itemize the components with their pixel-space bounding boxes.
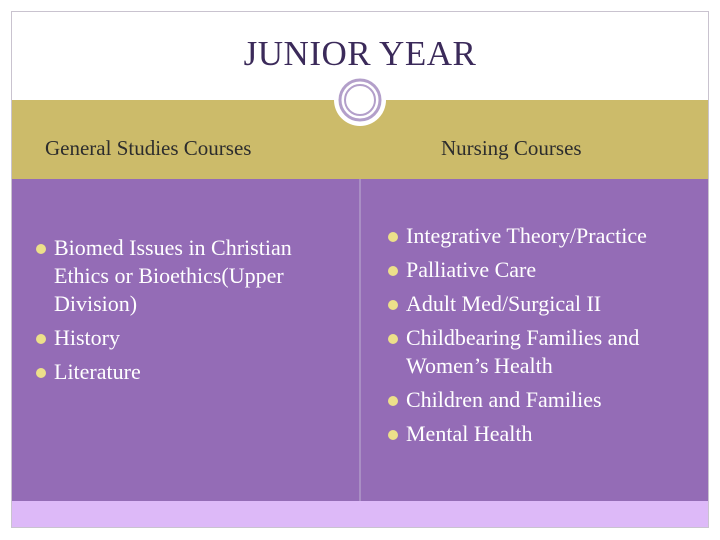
column-header-general-studies: General Studies Courses bbox=[45, 136, 252, 160]
round-bullet-icon bbox=[388, 266, 398, 276]
list-item bbox=[384, 420, 702, 448]
column-divider bbox=[359, 179, 361, 501]
list-item bbox=[32, 234, 352, 318]
round-bullet-icon bbox=[36, 244, 46, 254]
list-item-label: Literature bbox=[54, 359, 141, 384]
list-item bbox=[32, 358, 352, 386]
list-item-label: Adult Med/Surgical II bbox=[406, 291, 602, 316]
round-bullet-icon bbox=[388, 232, 398, 242]
list-item-label: Integrative Theory/Practice bbox=[406, 223, 647, 248]
general-studies-list bbox=[32, 234, 352, 392]
round-bullet-icon bbox=[36, 334, 46, 344]
list-item-label: Palliative Care bbox=[406, 257, 537, 282]
list-item bbox=[384, 324, 702, 380]
list-item bbox=[384, 386, 702, 414]
round-bullet-icon bbox=[388, 430, 398, 440]
round-bullet-icon bbox=[388, 300, 398, 310]
list-item bbox=[384, 290, 702, 318]
list-item-label: History bbox=[54, 325, 120, 350]
concentric-ring-icon bbox=[334, 74, 386, 126]
list-item-label: Children and Families bbox=[406, 387, 602, 412]
column-header-nursing: Nursing Courses bbox=[441, 136, 582, 160]
nursing-courses-list bbox=[384, 222, 702, 454]
list-item-label: Childbearing Families and Women’s Health bbox=[406, 325, 640, 378]
round-bullet-icon bbox=[388, 396, 398, 406]
list-item bbox=[384, 256, 702, 284]
round-bullet-icon bbox=[36, 368, 46, 378]
bottom-strip bbox=[12, 501, 708, 527]
list-item bbox=[32, 324, 352, 352]
list-item bbox=[384, 222, 702, 250]
round-bullet-icon bbox=[388, 334, 398, 344]
slide-title: JUNIOR YEAR bbox=[243, 34, 477, 73]
list-item-label: Biomed Issues in Christian Ethics or Bioethics(Upper Division) bbox=[54, 235, 292, 316]
list-item-label: Mental Health bbox=[406, 421, 533, 446]
